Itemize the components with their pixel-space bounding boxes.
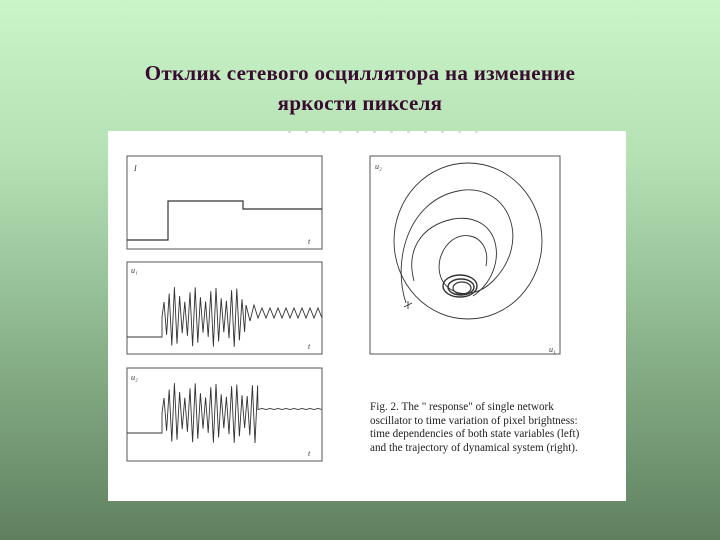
phase-y-label: u₂ <box>375 162 382 171</box>
panel3-x-label: t <box>308 449 311 458</box>
phase-trajectory <box>394 163 542 319</box>
phase-plot-frame <box>370 156 560 354</box>
panel1-y-label: I <box>134 164 137 173</box>
u2-oscillation-line <box>127 383 322 443</box>
panel-u1-frame <box>127 262 322 354</box>
panel3-y-label: u₂ <box>131 373 138 382</box>
figure-caption <box>370 401 620 455</box>
slide-title <box>0 58 720 118</box>
caption-line: and the trajectory of dynamical system (right). <box>370 441 578 454</box>
figure-image <box>108 131 626 501</box>
start-marker <box>404 301 412 309</box>
small-cycle-3 <box>453 282 471 294</box>
small-cycle-2 <box>448 279 474 295</box>
panel2-y-label: u₁ <box>131 266 138 275</box>
panel-brightness-frame <box>127 156 322 249</box>
u1-oscillation-line <box>127 287 322 347</box>
title-line-2: яркости пикселя <box>277 91 443 115</box>
caption-line: time dependencies of both state variables (left) <box>370 428 580 441</box>
panel2-x-label: t <box>308 342 311 351</box>
brightness-step-line <box>127 201 322 240</box>
title-line-1: Отклик сетевого осциллятора на изменение <box>144 61 576 85</box>
caption-line: Fig. 2. The " response" of single network <box>370 401 554 413</box>
caption-line: oscillator to time variation of pixel brightness: <box>370 414 578 427</box>
panel1-x-label: t <box>308 237 311 246</box>
phase-x-label: u₁ <box>549 345 556 354</box>
